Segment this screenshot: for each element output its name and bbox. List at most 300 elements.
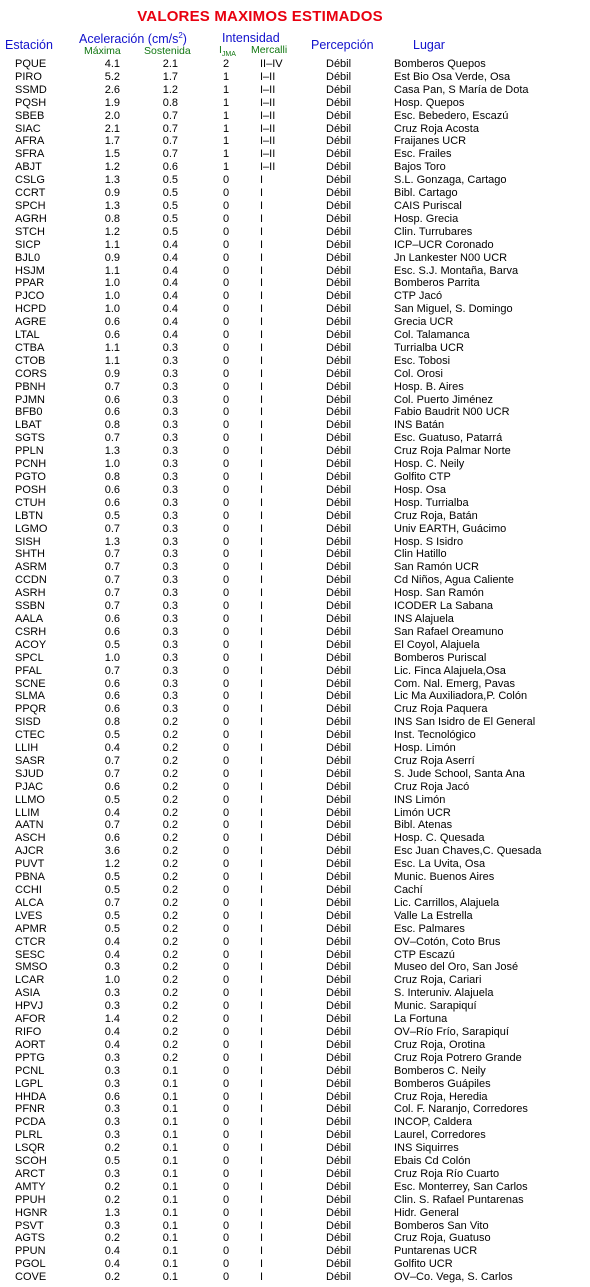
place: ICP–UCR Coronado (394, 238, 494, 251)
max-acceleration: 1.3 (104, 1206, 120, 1219)
max-acceleration: 0.7 (104, 574, 120, 587)
intensity-mercalli: I (260, 884, 264, 896)
intensity-mercalli: I (260, 729, 264, 742)
intensity-mercalli: I (260, 1219, 264, 1232)
perception: Débil (326, 806, 352, 819)
place: Cd Niños, Agua Caliente (394, 574, 514, 587)
max-acceleration: 0.7 (104, 380, 120, 393)
station-code: ASIA (15, 987, 41, 1000)
intensity-mercalli: I (260, 832, 264, 845)
station-code: HSJM (15, 264, 45, 277)
intensity-mercalli: I–II (260, 135, 276, 148)
perception: Débil (326, 70, 352, 83)
perception: Débil (326, 419, 352, 432)
table-row (0, 1116, 590, 1129)
max-acceleration: 0.5 (104, 922, 120, 935)
perception: Débil (326, 561, 352, 574)
sustained-acceleration: 0.5 (162, 225, 178, 238)
place: Cruz Roja Río Cuarto (394, 1167, 500, 1180)
place: Esc. La Uvita, Osa (394, 858, 486, 871)
station-code: AATN (15, 819, 44, 832)
intensity-jma: 0 (222, 612, 230, 625)
intensity-jma: 0 (222, 780, 230, 793)
station-code: HPVJ (15, 1000, 44, 1013)
table-row (0, 807, 590, 820)
intensity-jma: 0 (222, 225, 230, 238)
station-code: PBNH (15, 380, 46, 393)
place: Univ EARTH, Guácimo (394, 522, 507, 535)
max-acceleration: 0.8 (104, 716, 120, 729)
perception: Débil (326, 509, 352, 522)
table-row (0, 665, 590, 678)
place: Hosp. Quepos (394, 96, 465, 109)
intensity-jma: 0 (222, 1245, 230, 1258)
table-row (0, 1065, 590, 1078)
station-code: PCDA (15, 1116, 46, 1129)
station-code: PLRL (15, 1129, 43, 1142)
perception: Débil (326, 767, 352, 780)
page-title: VALORES MAXIMOS ESTIMADOS (137, 8, 383, 25)
place: Casa Pan, S María de Dota (394, 83, 529, 96)
intensity-jma: 0 (222, 522, 230, 535)
max-acceleration: 0.7 (104, 664, 120, 677)
intensity-mercalli: I (260, 612, 264, 625)
perception: Débil (326, 354, 352, 367)
place: Fraijanes UCR (394, 135, 467, 148)
station-code: CTUH (15, 496, 46, 509)
sustained-acceleration: 0.2 (162, 858, 178, 871)
place: Hosp. B. Aires (394, 380, 464, 393)
sustained-acceleration: 0.3 (162, 600, 178, 613)
place: Bomberos San Vito (394, 1219, 489, 1232)
max-acceleration: 0.3 (104, 1051, 120, 1064)
place: San Ramón UCR (394, 561, 479, 574)
intensity-mercalli: I (260, 535, 264, 548)
place: Inst. Tecnológico (394, 729, 476, 742)
intensity-jma: 0 (222, 483, 230, 496)
table-row (0, 213, 590, 226)
sustained-acceleration: 0.3 (162, 638, 178, 651)
intensity-mercalli: I (260, 548, 264, 561)
sustained-acceleration: 0.2 (162, 961, 178, 974)
sustained-acceleration: 0.5 (162, 174, 178, 187)
station-code: SPCL (15, 651, 44, 664)
table-row (0, 600, 590, 613)
max-acceleration: 0.4 (104, 948, 120, 961)
intensity-mercalli: I (260, 406, 264, 419)
place: Cruz Roja Potrero Grande (394, 1051, 522, 1064)
table-row (0, 342, 590, 355)
table-row (0, 794, 590, 807)
table-row (0, 368, 590, 381)
intensity-jma: 0 (222, 909, 230, 922)
place: Hosp. C. Neily (394, 458, 465, 471)
station-code: AALA (15, 612, 44, 625)
station-code: CSRH (15, 625, 47, 638)
intensity-jma: 1 (222, 70, 230, 83)
intensity-mercalli: I (260, 341, 264, 354)
intensity-mercalli: I (260, 1167, 264, 1180)
intensity-jma: 0 (222, 638, 230, 651)
station-code: LLIH (15, 742, 39, 755)
station-code: SASR (15, 754, 45, 767)
intensity-mercalli: I (260, 522, 264, 535)
perception: Débil (326, 290, 352, 303)
place: Hosp. Turrialba (394, 496, 469, 509)
place: Clin. Turrubares (394, 225, 473, 238)
station-code: SICP (15, 238, 41, 251)
table-row (0, 858, 590, 871)
intensity-mercalli: I (260, 987, 264, 1000)
table-row (0, 458, 590, 471)
perception: Débil (326, 1245, 352, 1258)
table-row (0, 523, 590, 536)
sustained-acceleration: 0.3 (162, 354, 178, 367)
table-row (0, 200, 590, 213)
max-acceleration: 1.3 (104, 199, 120, 212)
place: OV–Co. Vega, S. Carlos (394, 1271, 513, 1284)
table-row (0, 1129, 590, 1142)
perception: Débil (326, 819, 352, 832)
station-code: AORT (15, 1038, 46, 1051)
place: Valle La Estrella (394, 909, 473, 922)
intensity-mercalli: I (260, 948, 264, 961)
table-row (0, 716, 590, 729)
table-row (0, 781, 590, 794)
intensity-mercalli: I (260, 187, 264, 200)
sustained-acceleration: 0.3 (162, 677, 178, 690)
sustained-acceleration: 0.7 (162, 148, 178, 161)
perception: Débil (326, 1193, 352, 1206)
table-row (0, 561, 590, 574)
sustained-acceleration: 0.2 (162, 780, 178, 793)
intensity-jma: 0 (222, 1271, 230, 1284)
table-row (0, 703, 590, 716)
station-code: SIAC (15, 122, 41, 135)
place: S.L. Gonzaga, Cartago (394, 174, 507, 187)
perception: Débil (326, 884, 352, 896)
place: Munic. Buenos Aires (394, 871, 495, 884)
perception: Débil (326, 896, 352, 909)
max-acceleration: 0.7 (104, 819, 120, 832)
intensity-mercalli: II–IV (260, 58, 283, 70)
sustained-acceleration: 0.3 (162, 651, 178, 664)
table-row (0, 574, 590, 587)
sustained-acceleration: 0.1 (162, 1064, 178, 1077)
place: INS Siquirres (394, 1142, 459, 1155)
header-max: Máxima (84, 45, 121, 57)
intensity-jma: 0 (222, 1219, 230, 1232)
intensity-mercalli: I (260, 380, 264, 393)
place: Turrialba UCR (394, 341, 464, 354)
max-acceleration: 0.2 (104, 1193, 120, 1206)
max-acceleration: 2.1 (104, 122, 120, 135)
intensity-jma: 0 (222, 509, 230, 522)
station-code: BFB0 (15, 406, 43, 419)
perception: Débil (326, 793, 352, 806)
intensity-jma: 0 (222, 1077, 230, 1090)
place: INS Batán (394, 419, 445, 432)
intensity-jma: 0 (222, 535, 230, 548)
intensity-jma: 0 (222, 264, 230, 277)
intensity-jma: 0 (222, 445, 230, 458)
place: Esc. Monterrey, San Carlos (394, 1180, 528, 1193)
sustained-acceleration: 0.2 (162, 987, 178, 1000)
sustained-acceleration: 0.7 (162, 135, 178, 148)
intensity-mercalli: I (260, 754, 264, 767)
perception: Débil (326, 1271, 352, 1284)
sustained-acceleration: 0.3 (162, 380, 178, 393)
station-code: PPUH (15, 1193, 46, 1206)
intensity-mercalli: I (260, 316, 264, 329)
intensity-jma: 0 (222, 251, 230, 264)
intensity-jma: 0 (222, 548, 230, 561)
station-code: ALCA (15, 896, 44, 909)
station-code: CTOB (15, 354, 46, 367)
intensity-jma: 0 (222, 1013, 230, 1026)
table-row (0, 987, 590, 1000)
max-acceleration: 0.7 (104, 896, 120, 909)
max-acceleration: 0.4 (104, 742, 120, 755)
station-code: SPCH (15, 199, 46, 212)
sustained-acceleration: 0.1 (162, 1077, 178, 1090)
max-acceleration: 0.8 (104, 471, 120, 483)
perception: Débil (326, 987, 352, 1000)
max-acceleration: 0.6 (104, 780, 120, 793)
station-code: SGTS (15, 432, 45, 445)
intensity-jma: 0 (222, 1193, 230, 1206)
place: Munic. Sarapiquí (394, 1000, 477, 1013)
place: Cruz Roja, Orotina (394, 1038, 486, 1051)
perception: Débil (326, 858, 352, 871)
max-acceleration: 0.5 (104, 1155, 120, 1168)
place: CTP Jacó (394, 290, 443, 303)
intensity-jma: 0 (222, 561, 230, 574)
intensity-mercalli: I (260, 367, 264, 380)
place: Hosp. Grecia (394, 212, 459, 225)
station-code: SESC (15, 948, 45, 961)
place: Hosp. C. Quesada (394, 832, 485, 845)
table-row (0, 187, 590, 200)
perception: Débil (326, 1167, 352, 1180)
station-code: ABJT (15, 161, 42, 174)
header-perception: Percepción (311, 38, 374, 52)
max-acceleration: 1.1 (104, 238, 120, 251)
station-code: PIRO (15, 70, 42, 83)
intensity-jma: 0 (222, 767, 230, 780)
perception: Débil (326, 1142, 352, 1155)
place: Esc. Bebedero, Escazú (394, 109, 509, 122)
table-row (0, 626, 590, 639)
station-code: AGRH (15, 212, 47, 225)
table-row (0, 1220, 590, 1233)
intensity-jma: 0 (222, 393, 230, 406)
sustained-acceleration: 0.2 (162, 1025, 178, 1038)
table-row (0, 1091, 590, 1104)
station-code: AGTS (15, 1232, 45, 1245)
place: Cruz Roja, Batán (394, 509, 478, 522)
perception: Débil (326, 251, 352, 264)
header-sustained: Sostenida (144, 45, 191, 57)
max-acceleration: 3.6 (104, 845, 120, 858)
max-acceleration: 1.0 (104, 651, 120, 664)
place: Limón UCR (394, 806, 451, 819)
sustained-acceleration: 0.1 (162, 1155, 178, 1168)
station-code: SSBN (15, 600, 45, 613)
intensity-jma: 0 (222, 819, 230, 832)
sustained-acceleration: 0.2 (162, 767, 178, 780)
intensity-jma: 0 (222, 1142, 230, 1155)
station-code: PJCO (15, 290, 45, 303)
intensity-jma: 0 (222, 896, 230, 909)
table-row (0, 329, 590, 342)
place: Esc. Frailes (394, 148, 452, 161)
max-acceleration: 0.3 (104, 1077, 120, 1090)
max-acceleration: 0.2 (104, 1142, 120, 1155)
table-row (0, 84, 590, 97)
max-acceleration: 0.5 (104, 909, 120, 922)
place: Col. Orosi (394, 367, 443, 380)
max-acceleration: 0.3 (104, 1116, 120, 1129)
perception: Débil (326, 638, 352, 651)
station-code: CTBA (15, 341, 45, 354)
perception: Débil (326, 677, 352, 690)
table-row (0, 819, 590, 832)
max-acceleration: 0.5 (104, 871, 120, 884)
intensity-mercalli: I (260, 703, 264, 716)
station-code: SJUD (15, 767, 44, 780)
intensity-jma: 1 (222, 83, 230, 96)
header-station: Estación (5, 38, 53, 52)
max-acceleration: 4.1 (104, 58, 120, 70)
table-row (0, 123, 590, 136)
perception: Débil (326, 587, 352, 600)
sustained-acceleration: 0.1 (162, 1271, 178, 1284)
intensity-mercalli: I (260, 419, 264, 432)
station-code: CTEC (15, 729, 45, 742)
station-code: AMTY (15, 1180, 46, 1193)
place: Hosp. S Isidro (394, 535, 464, 548)
station-code: AGRE (15, 316, 47, 329)
place: Bomberos C. Neily (394, 1064, 486, 1077)
station-code: PPUN (15, 1245, 46, 1258)
intensity-mercalli: I (260, 819, 264, 832)
intensity-jma: 0 (222, 380, 230, 393)
intensity-jma: 0 (222, 871, 230, 884)
sustained-acceleration: 0.3 (162, 664, 178, 677)
intensity-jma: 0 (222, 600, 230, 613)
table-row (0, 768, 590, 781)
table-row (0, 355, 590, 368)
intensity-jma: 0 (222, 1129, 230, 1142)
table-row (0, 1271, 590, 1284)
station-code: SBEB (15, 109, 45, 122)
header-ijma-letter: I (219, 44, 222, 56)
max-acceleration: 0.5 (104, 638, 120, 651)
table-row (0, 252, 590, 265)
intensity-mercalli: I (260, 1232, 264, 1245)
sustained-acceleration: 0.2 (162, 793, 178, 806)
sustained-acceleration: 0.2 (162, 871, 178, 884)
table-row (0, 1207, 590, 1220)
perception: Débil (326, 174, 352, 187)
max-acceleration: 1.3 (104, 174, 120, 187)
table-row (0, 406, 590, 419)
station-code: HHDA (15, 1090, 47, 1103)
sustained-acceleration: 0.3 (162, 341, 178, 354)
place: Col. F. Naranjo, Corredores (394, 1103, 528, 1116)
intensity-mercalli: I (260, 600, 264, 613)
sustained-acceleration: 0.1 (162, 1232, 178, 1245)
perception: Débil (326, 600, 352, 613)
sustained-acceleration: 0.1 (162, 1219, 178, 1232)
intensity-jma: 0 (222, 845, 230, 858)
perception: Débil (326, 1077, 352, 1090)
sustained-acceleration: 0.2 (162, 845, 178, 858)
intensity-mercalli: I (260, 1193, 264, 1206)
table-row (0, 277, 590, 290)
header-acceleration-close: ) (182, 32, 187, 47)
place: Col. Talamanca (394, 329, 470, 342)
max-acceleration: 0.6 (104, 406, 120, 419)
perception: Débil (326, 380, 352, 393)
max-acceleration: 0.5 (104, 884, 120, 896)
perception: Débil (326, 393, 352, 406)
perception: Débil (326, 1090, 352, 1103)
perception: Débil (326, 651, 352, 664)
max-acceleration: 0.7 (104, 561, 120, 574)
perception: Débil (326, 264, 352, 277)
intensity-jma: 0 (222, 1090, 230, 1103)
place: Bibl. Cartago (394, 187, 458, 200)
sustained-acceleration: 0.1 (162, 1090, 178, 1103)
station-code: CCRT (15, 187, 46, 200)
max-acceleration: 1.5 (104, 148, 120, 161)
max-acceleration: 0.6 (104, 329, 120, 342)
intensity-jma: 0 (222, 974, 230, 987)
table-row (0, 871, 590, 884)
table-row (0, 510, 590, 523)
max-acceleration: 2.6 (104, 83, 120, 96)
intensity-jma: 0 (222, 290, 230, 303)
max-acceleration: 0.6 (104, 483, 120, 496)
perception: Débil (326, 1013, 352, 1026)
sustained-acceleration: 0.2 (162, 729, 178, 742)
intensity-mercalli: I (260, 1077, 264, 1090)
intensity-mercalli: I–II (260, 83, 276, 96)
place: S. Jude School, Santa Ana (394, 767, 525, 780)
max-acceleration: 0.6 (104, 703, 120, 716)
table-row (0, 1258, 590, 1271)
intensity-mercalli: I (260, 199, 264, 212)
station-code: LLMO (15, 793, 45, 806)
place: Cachí (394, 884, 423, 896)
place: Cruz Roja Jacó (394, 780, 470, 793)
sustained-acceleration: 0.3 (162, 509, 178, 522)
station-code: PPLN (15, 445, 44, 458)
max-acceleration: 0.9 (104, 251, 120, 264)
sustained-acceleration: 0.1 (162, 1180, 178, 1193)
station-code: SHTH (15, 548, 45, 561)
max-acceleration: 1.3 (104, 535, 120, 548)
intensity-jma: 0 (222, 742, 230, 755)
max-acceleration: 2.0 (104, 109, 120, 122)
table-row (0, 239, 590, 252)
place: S. Interuniv. Alajuela (394, 987, 494, 1000)
sustained-acceleration: 0.1 (162, 1142, 178, 1155)
intensity-jma: 0 (222, 341, 230, 354)
place: INS San Isidro de El General (394, 716, 536, 729)
